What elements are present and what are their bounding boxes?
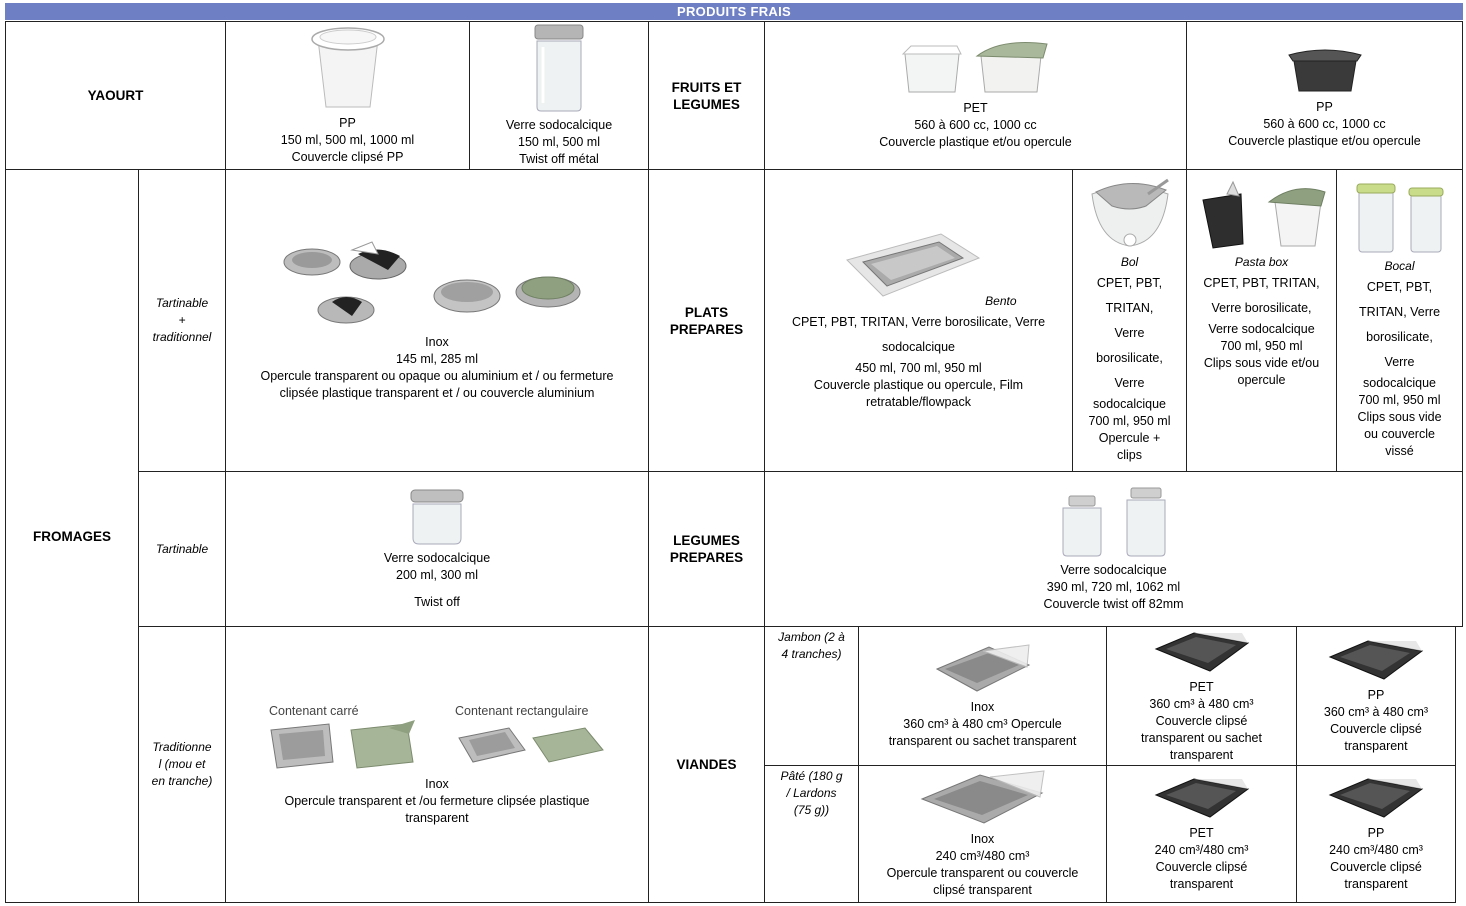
- pasta-box-icon: [1197, 180, 1327, 250]
- closure-text: transparent: [1169, 747, 1234, 762]
- volume-text: 560 à 600 cc, 1000 cc: [914, 118, 1037, 132]
- material-label: PP: [1367, 688, 1385, 702]
- closure-text: clipsée plastique transparent et / ou couvercle aluminium: [279, 385, 595, 400]
- cell-fromage-inox: [225, 169, 649, 472]
- container-label: Contenant carré: [269, 703, 359, 718]
- material-label: PP: [339, 116, 356, 130]
- cell-fromage-verre: [225, 471, 649, 627]
- glass-jar-small-icon: [407, 488, 467, 546]
- material-text: CPET, PBT,: [1366, 280, 1433, 294]
- material-label: Verre sodocalcique: [505, 118, 613, 132]
- material-label: Verre sodocalcique: [1060, 562, 1167, 577]
- closure-text: transparent: [405, 810, 469, 825]
- cell-bocal: [1336, 169, 1463, 472]
- cell-fruits-pp: [1186, 21, 1463, 170]
- meat-tray-icon: [920, 769, 1046, 827]
- category-label: PLATS: [684, 304, 729, 320]
- meat-tray-icon: [1154, 629, 1250, 675]
- closure-text: ou couvercle: [1364, 427, 1435, 441]
- closure-text: transparent: [1169, 877, 1234, 891]
- category-fromages: [5, 169, 139, 903]
- type-label: traditionnel: [152, 330, 212, 344]
- cell-legumes-verre: [764, 471, 1463, 627]
- material-label: Inox: [970, 699, 995, 714]
- pp-tub-icon: [1287, 41, 1363, 95]
- volume-text: 145 ml, 285 ml: [396, 351, 478, 366]
- meat-tray-icon: [1328, 775, 1424, 821]
- closure-text: transparent ou sachet transparent: [888, 733, 1077, 748]
- type-label: (75 g)): [793, 803, 830, 817]
- material-text: Verre: [1114, 326, 1145, 340]
- volume-text: 560 à 600 cc, 1000 cc: [1263, 117, 1386, 131]
- cell-pate-pet: [1106, 765, 1297, 903]
- material-label: Inox: [425, 776, 449, 791]
- product-name: Pasta box: [1234, 255, 1289, 269]
- volume-text: 700 ml, 950 ml: [1358, 393, 1441, 407]
- closure-text: opercule: [1237, 373, 1286, 387]
- closure-text: transparent: [1344, 877, 1408, 891]
- category-label: FROMAGES: [32, 528, 111, 544]
- closure-text: transparent: [1344, 739, 1408, 753]
- material-label: PET: [1189, 826, 1214, 840]
- product-name: Bocal: [1384, 259, 1415, 273]
- yogurt-cup-icon: [308, 25, 388, 111]
- closure-text: Couvercle clipsé: [1155, 713, 1248, 728]
- material-text: Verre sodocalcique: [1208, 322, 1315, 336]
- category-legumes-prepares: [648, 471, 765, 627]
- material-label: PP: [1367, 826, 1385, 840]
- material-text: Verre: [1114, 376, 1145, 390]
- closure-text: Clips sous vide et/ou: [1203, 356, 1320, 370]
- viande-type-pate: [764, 765, 859, 903]
- pet-tray-icon: [901, 40, 1051, 96]
- category-label: PREPARES: [669, 321, 744, 337]
- glass-jar-icon: [529, 23, 589, 113]
- material-text: CPET, PBT, TRITAN,: [1203, 276, 1320, 290]
- material-label: Inox: [425, 334, 449, 349]
- category-label: YAOURT: [87, 88, 144, 103]
- product-name: Bol: [1120, 255, 1139, 269]
- material-text: Verre: [1384, 355, 1415, 369]
- material-text: sodocalcique: [882, 340, 955, 354]
- closure-text: Twist off: [414, 594, 460, 609]
- rect-container-group: [455, 703, 605, 772]
- product-name: Bento: [985, 294, 1017, 308]
- volume-text: 240 cm³/480 cm³: [1154, 843, 1249, 857]
- square-container-group: [269, 703, 419, 772]
- type-label: l (mou et: [158, 757, 206, 771]
- closure-text: Couvercle clipsé: [1330, 860, 1422, 874]
- material-label: PP: [1316, 100, 1333, 114]
- volume-text: 150 ml, 500 ml, 1000 ml: [280, 133, 415, 147]
- cell-pasta-box: [1186, 169, 1337, 472]
- closure-text: Opercule transparent et /ou fermeture clipsée plastique: [284, 793, 590, 808]
- bocal-icon: [1355, 182, 1445, 254]
- category-fruits-legumes: [648, 21, 765, 170]
- material-text: Verre borosilicate,: [1211, 301, 1312, 315]
- category-label: LEGUMES: [673, 96, 740, 112]
- category-label: FRUITS ET: [671, 79, 742, 95]
- closure-text: Opercule transparent ou couvercle: [886, 866, 1079, 880]
- cell-jambon-pet: [1106, 626, 1297, 766]
- meat-tray-icon: [1154, 775, 1250, 821]
- inox-trays-icon: [269, 703, 605, 772]
- cell-fruits-pet: [764, 21, 1187, 170]
- material-text: CPET, PBT, TRITAN, Verre borosilicate, Verre: [791, 315, 1046, 329]
- inox-cups-icon: [282, 240, 592, 330]
- type-label: / Lardons: [786, 786, 837, 800]
- closure-text: Couvercle plastique et/ou opercule: [1228, 134, 1421, 148]
- cell-fromage-trad: [225, 626, 649, 903]
- type-label: en tranche): [151, 774, 213, 788]
- glass-jars-icon: [1059, 486, 1169, 558]
- closure-text: Clips sous vide: [1357, 410, 1442, 424]
- table-header: PRODUITS FRAIS: [5, 3, 1463, 20]
- category-viandes: [648, 626, 765, 903]
- category-yaourt: [5, 21, 226, 170]
- type-label: Pâté (180 g: [780, 769, 843, 783]
- bento-tray-icon: [769, 230, 1069, 306]
- category-label: LEGUMES: [673, 533, 740, 548]
- type-tartinable: [138, 471, 226, 627]
- closure-text: transparent ou sachet: [1141, 730, 1262, 745]
- material-label: PET: [1189, 679, 1214, 694]
- type-label: Traditionne: [152, 740, 212, 754]
- material-text: TRITAN, Verre: [1358, 305, 1441, 319]
- closure-text: Opercule +: [1098, 431, 1161, 445]
- material-text: CPET, PBT,: [1096, 276, 1163, 290]
- material-text: sodocalcique: [1093, 397, 1166, 411]
- cell-yaourt-pp: [225, 21, 470, 170]
- closure-text: Couvercle twist off 82mm: [1043, 596, 1184, 611]
- cell-jambon-inox: [858, 626, 1107, 766]
- closure-text: clipsé transparent: [933, 883, 1032, 897]
- type-label: Tartinable: [155, 541, 209, 556]
- closure-text: Opercule transparent ou opaque ou aluminium et / ou fermeture: [260, 368, 614, 383]
- closure-text: Couvercle clipsé: [1155, 860, 1248, 874]
- category-label: VIANDES: [676, 757, 737, 772]
- volume-text: 200 ml, 300 ml: [396, 567, 478, 582]
- volume-text: 360 cm³ à 480 cm³: [1149, 696, 1254, 711]
- volume-text: 150 ml, 500 ml: [518, 135, 600, 149]
- type-label: Jambon (2 à: [778, 630, 845, 644]
- meat-tray-icon: [1328, 637, 1424, 683]
- cell-pate-inox: [858, 765, 1107, 903]
- viande-type-jambon: [764, 626, 859, 766]
- cell-jambon-pp: [1296, 626, 1456, 766]
- volume-text: 700 ml, 950 ml: [1220, 339, 1303, 353]
- closure-text: clips: [1116, 448, 1142, 462]
- type-label: 4 tranches): [781, 647, 842, 661]
- type-tartinable-traditionnel: [138, 169, 226, 472]
- closure-text: Twist off métal: [519, 152, 599, 166]
- meat-tray-icon: [933, 643, 1033, 695]
- volume-text: 360 cm³ à 480 cm³: [1323, 705, 1429, 719]
- category-label: PREPARES: [669, 550, 744, 565]
- material-label: PET: [963, 101, 988, 115]
- volume-text: 450 ml, 700 ml, 950 ml: [855, 361, 982, 375]
- closure-text: vissé: [1385, 444, 1414, 458]
- bowl-icon: [1088, 176, 1172, 250]
- container-label: Contenant rectangulaire: [455, 703, 589, 718]
- cell-pate-pp: [1296, 765, 1456, 903]
- material-label: Verre sodocalcique: [383, 550, 491, 565]
- type-label: +: [178, 313, 186, 327]
- type-label: Tartinable: [155, 296, 209, 310]
- cell-yaourt-verre: [469, 21, 649, 170]
- closure-text: Couvercle plastique et/ou opercule: [879, 135, 1072, 149]
- volume-text: 390 ml, 720 ml, 1062 ml: [1046, 579, 1181, 594]
- closure-text: retratable/flowpack: [866, 395, 971, 409]
- material-text: sodocalcique: [1363, 376, 1436, 390]
- volume-text: 240 cm³/480 cm³: [1329, 843, 1423, 857]
- category-plats-prepares: [648, 169, 765, 472]
- material-label: Inox: [970, 832, 995, 846]
- closure-text: Couvercle clipsé: [1330, 722, 1422, 736]
- material-text: borosilicate,: [1366, 330, 1433, 344]
- type-traditionnel: [138, 626, 226, 903]
- volume-text: 700 ml, 950 ml: [1088, 414, 1171, 428]
- cell-bol: [1072, 169, 1187, 472]
- cell-bento: [764, 169, 1073, 472]
- closure-text: Couvercle clipsé PP: [291, 150, 404, 164]
- material-text: borosilicate,: [1096, 351, 1163, 365]
- volume-text: 360 cm³ à 480 cm³ Opercule: [903, 716, 1062, 731]
- material-text: TRITAN,: [1105, 301, 1154, 315]
- volume-text: 240 cm³/480 cm³: [935, 849, 1030, 863]
- closure-text: Couvercle plastique ou opercule, Film: [813, 378, 1024, 392]
